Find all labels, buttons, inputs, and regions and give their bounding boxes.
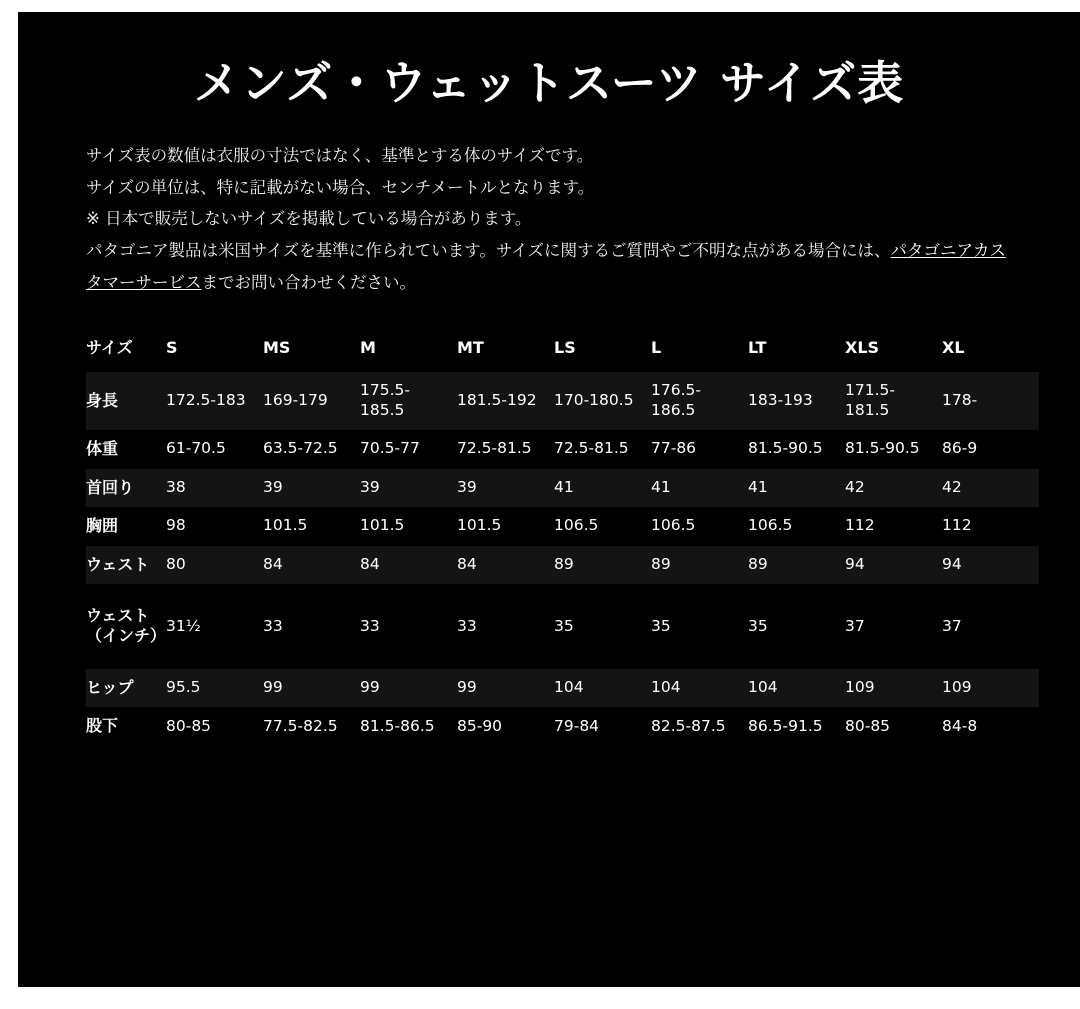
column-header-ms: MS xyxy=(263,338,291,357)
cell-chest-xls: 112 xyxy=(845,516,875,535)
cell-chest-m: 101.5 xyxy=(360,516,405,535)
cell-inseam-l: 82.5-87.5 xyxy=(651,716,726,735)
row-label-height: 身長 xyxy=(86,372,166,430)
row-label-waist-inch: ウェスト（インチ） xyxy=(86,606,167,646)
column-header-s: S xyxy=(166,338,178,357)
column-header-m: M xyxy=(360,338,376,357)
page-title: メンズ・ウェットスーツ サイズ表 xyxy=(193,56,905,110)
cell-waist-inch-m: 33 xyxy=(360,616,380,635)
size-table-container xyxy=(86,332,1080,987)
cell-inseam-xls: 80-85 xyxy=(845,716,891,735)
cell-chest-ls: 106.5 xyxy=(554,516,599,535)
cell-neck-lt: 41 xyxy=(748,469,845,507)
note-suffix: までお問い合わせください。 xyxy=(201,272,416,292)
table-row xyxy=(86,507,1039,545)
cell-weight-m: 70.5-77 xyxy=(360,439,420,458)
cell-weight-ls: 72.5-81.5 xyxy=(554,439,629,458)
cell-waist-inch-mt: 33 xyxy=(457,616,477,635)
cell-hip-xl: 109 xyxy=(942,669,1039,707)
table-row xyxy=(86,546,1039,584)
row-label-waist: ウェスト xyxy=(86,546,166,584)
cell-neck-s: 38 xyxy=(166,469,263,507)
cell-chest-s: 98 xyxy=(166,516,186,535)
table-row xyxy=(86,372,1039,430)
cell-height-m: 175.5-185.5 xyxy=(360,372,457,430)
column-header-size: サイズ xyxy=(86,338,133,357)
cell-height-ms: 169-179 xyxy=(263,372,360,430)
cell-weight-ms: 63.5-72.5 xyxy=(263,439,338,458)
column-header-l: L xyxy=(651,338,662,357)
column-header-xl: XL xyxy=(942,338,965,357)
row-label-weight: 体重 xyxy=(86,439,119,459)
cell-weight-s: 61-70.5 xyxy=(166,439,226,458)
cell-hip-m: 99 xyxy=(360,669,457,707)
size-chart-panel xyxy=(18,12,1080,987)
size-table-body xyxy=(86,372,1039,745)
cell-neck-m: 39 xyxy=(360,469,457,507)
column-header-xls: XLS xyxy=(845,338,880,357)
cell-hip-s: 95.5 xyxy=(166,669,263,707)
row-label-inseam: 股下 xyxy=(86,716,119,736)
cell-waist-inch-xl: 37 xyxy=(942,616,962,635)
cell-hip-xls: 109 xyxy=(845,669,942,707)
bottom-strip xyxy=(0,987,1080,1009)
column-header-mt: MT xyxy=(457,338,484,357)
intro-line-2: サイズの単位は、特に記載がない場合、センチメートルとなります。 xyxy=(86,177,595,197)
cell-neck-xls: 42 xyxy=(845,469,942,507)
cell-waist-inch-ls: 35 xyxy=(554,616,574,635)
cell-height-xl: 178- xyxy=(942,372,1039,430)
table-row xyxy=(86,430,1039,468)
cell-inseam-ms: 77.5-82.5 xyxy=(263,716,338,735)
cell-chest-ms: 101.5 xyxy=(263,516,308,535)
intro-text-block xyxy=(18,140,1080,298)
cell-waist-xl: 94 xyxy=(942,546,1039,584)
cell-hip-lt: 104 xyxy=(748,669,845,707)
cell-waist-lt: 89 xyxy=(748,546,845,584)
cell-neck-mt: 39 xyxy=(457,469,554,507)
cell-waist-inch-l: 35 xyxy=(651,616,671,635)
cell-chest-lt: 106.5 xyxy=(748,516,793,535)
cell-height-l: 176.5-186.5 xyxy=(651,372,748,430)
cell-weight-lt: 81.5-90.5 xyxy=(748,439,823,458)
cell-waist-m: 84 xyxy=(360,546,457,584)
cell-chest-l: 106.5 xyxy=(651,516,696,535)
cell-waist-ls: 89 xyxy=(554,546,651,584)
cell-hip-ms: 99 xyxy=(263,669,360,707)
table-row xyxy=(86,584,1039,669)
intro-line-3: ※ 日本で販売しないサイズを掲載している場合があります。 xyxy=(86,209,532,229)
cell-waist-l: 89 xyxy=(651,546,748,584)
cell-inseam-s: 80-85 xyxy=(166,716,212,735)
cell-neck-xl: 42 xyxy=(942,469,1039,507)
cell-chest-mt: 101.5 xyxy=(457,516,502,535)
customer-service-link[interactable]: パタゴニアカスタマーサービス xyxy=(86,240,1006,292)
cell-inseam-mt: 85-90 xyxy=(457,716,503,735)
cell-neck-ms: 39 xyxy=(263,469,360,507)
header-row xyxy=(86,332,1039,372)
cell-waist-xls: 94 xyxy=(845,546,942,584)
cell-neck-ls: 41 xyxy=(554,469,651,507)
cell-waist-inch-s: 31½ xyxy=(166,616,201,635)
cell-waist-inch-ms: 33 xyxy=(263,616,283,635)
column-header-ls: LS xyxy=(554,338,576,357)
cell-weight-xl: 86-9 xyxy=(942,439,978,458)
size-table xyxy=(86,332,1039,746)
cell-neck-l: 41 xyxy=(651,469,748,507)
cell-height-xls: 171.5-181.5 xyxy=(845,372,942,430)
table-row xyxy=(86,707,1039,745)
table-row xyxy=(86,469,1039,507)
cell-inseam-ls: 79-84 xyxy=(554,716,600,735)
cell-waist-ms: 84 xyxy=(263,546,360,584)
cell-inseam-m: 81.5-86.5 xyxy=(360,716,435,735)
cell-weight-xls: 81.5-90.5 xyxy=(845,439,920,458)
cell-chest-xl: 112 xyxy=(942,516,972,535)
cell-weight-l: 77-86 xyxy=(651,439,697,458)
note-prefix: パタゴニア製品は米国サイズを基準に作られています。サイズに関するご質問やご不明な点がある場合には、 xyxy=(86,240,891,260)
cell-height-ls: 170-180.5 xyxy=(554,372,651,430)
size-table-head xyxy=(86,332,1039,372)
cell-waist-inch-xls: 37 xyxy=(845,616,865,635)
cell-waist-s: 80 xyxy=(166,546,263,584)
cell-height-mt: 181.5-192 xyxy=(457,372,554,430)
cell-height-s: 172.5-183 xyxy=(166,372,263,430)
column-header-lt: LT xyxy=(748,338,767,357)
cell-waist-mt: 84 xyxy=(457,546,554,584)
customer-service-note xyxy=(86,235,1020,298)
row-label-chest: 胸囲 xyxy=(86,516,119,536)
cell-inseam-lt: 86.5-91.5 xyxy=(748,716,823,735)
cell-hip-l: 104 xyxy=(651,669,748,707)
cell-waist-inch-lt: 35 xyxy=(748,616,768,635)
row-label-hip: ヒップ xyxy=(86,669,166,707)
cell-hip-ls: 104 xyxy=(554,669,651,707)
row-label-neck: 首回り xyxy=(86,469,166,507)
cell-hip-mt: 99 xyxy=(457,669,554,707)
intro-line-1: サイズ表の数値は衣服の寸法ではなく、基準とする体のサイズです。 xyxy=(86,145,594,165)
cell-weight-mt: 72.5-81.5 xyxy=(457,439,532,458)
cell-height-lt: 183-193 xyxy=(748,372,845,430)
table-row xyxy=(86,669,1039,707)
cell-inseam-xl: 84-8 xyxy=(942,716,978,735)
